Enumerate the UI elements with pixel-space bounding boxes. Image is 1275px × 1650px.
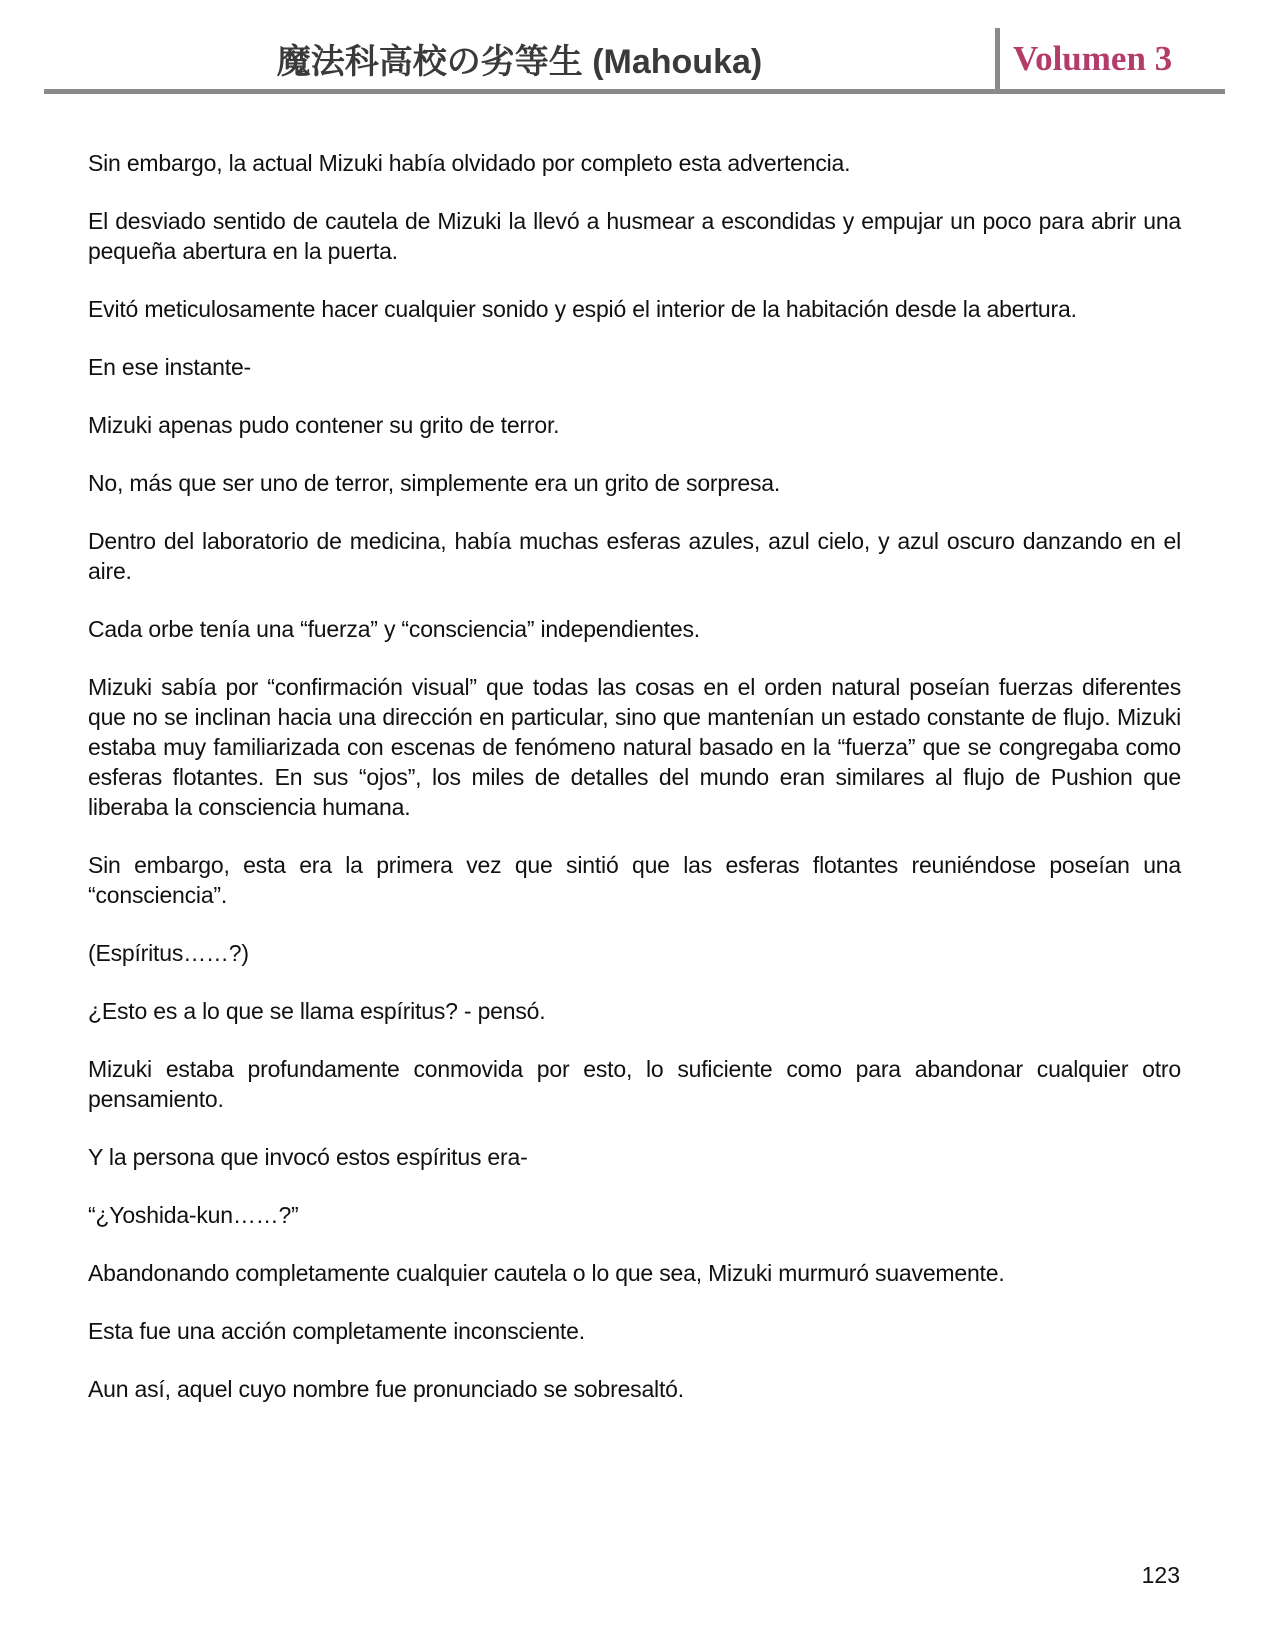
document-title: 魔法科高校の劣等生 (Mahouka)	[276, 43, 763, 81]
paragraph-10: Sin embargo, esta era la primera vez que sintió que las esferas flotantes reuniéndose poseían una “consciencia”.	[88, 852, 1181, 908]
paragraph-11: (Espíritus……?)	[88, 940, 249, 966]
paragraph-3: Evitó meticulosamente hacer cualquier sonido y espió el interior de la habitación desde la abertura.	[88, 296, 1077, 322]
paragraph-13: Mizuki estaba profundamente conmovida por esto, lo suficiente como para abandonar cualquier otro pensamiento.	[88, 1056, 1181, 1112]
paragraph-17: Esta fue una acción completamente inconsciente.	[88, 1318, 585, 1344]
paragraph-15: “¿Yoshida-kun……?”	[88, 1202, 299, 1228]
paragraph-4: En ese instante-	[88, 354, 252, 380]
paragraph-9: Mizuki sabía por “confirmación visual” que todas las cosas en el orden natural poseían fuerzas diferentes que no se inclinan hacia una dirección en particular, sino que mantenían un estado constante de flujo. Mizuki estaba muy familiarizada con escenas de fenómeno natural basado en la “fuerza” que se congregaba como esferas flotantes. En sus “ojos”, los miles de detalles del mundo eran similares al flujo de Pushion que liberaba la consciencia humana.	[88, 674, 1181, 820]
paragraph-14: Y la persona que invocó estos espíritus era-	[88, 1144, 528, 1170]
paragraph-6: No, más que ser uno de terror, simplemente era un grito de sorpresa.	[88, 470, 781, 496]
volume-cell	[1000, 28, 1225, 89]
paragraph-7: Dentro del laboratorio de medicina, había muchas esferas azules, azul cielo, y azul oscuro danzando en el aire.	[88, 528, 1181, 584]
page-header	[44, 28, 1225, 89]
paragraph-16: Abandonando completamente cualquier cautela o lo que sea, Mizuki murmuró suavemente.	[88, 1260, 1005, 1286]
volume-label: Volumen 3	[1013, 38, 1173, 78]
page-number: 123	[1141, 1562, 1180, 1588]
paragraph-18: Aun así, aquel cuyo nombre fue pronunciado se sobresaltó.	[88, 1376, 684, 1402]
header-horizontal-rule	[44, 89, 1225, 94]
body-text	[88, 148, 1181, 1432]
paragraph-1: Sin embargo, la actual Mizuki había olvidado por completo esta advertencia.	[88, 150, 851, 176]
document-title-cell	[44, 28, 995, 89]
paragraph-2: El desviado sentido de cautela de Mizuki la llevó a husmear a escondidas y empujar un poco para abrir una pequeña abertura en la puerta.	[88, 208, 1181, 264]
paragraph-5: Mizuki apenas pudo contener su grito de terror.	[88, 412, 560, 438]
paragraph-12: ¿Esto es a lo que se llama espíritus? - pensó.	[88, 998, 546, 1024]
paragraph-8: Cada orbe tenía una “fuerza” y “consciencia” independientes.	[88, 616, 700, 642]
